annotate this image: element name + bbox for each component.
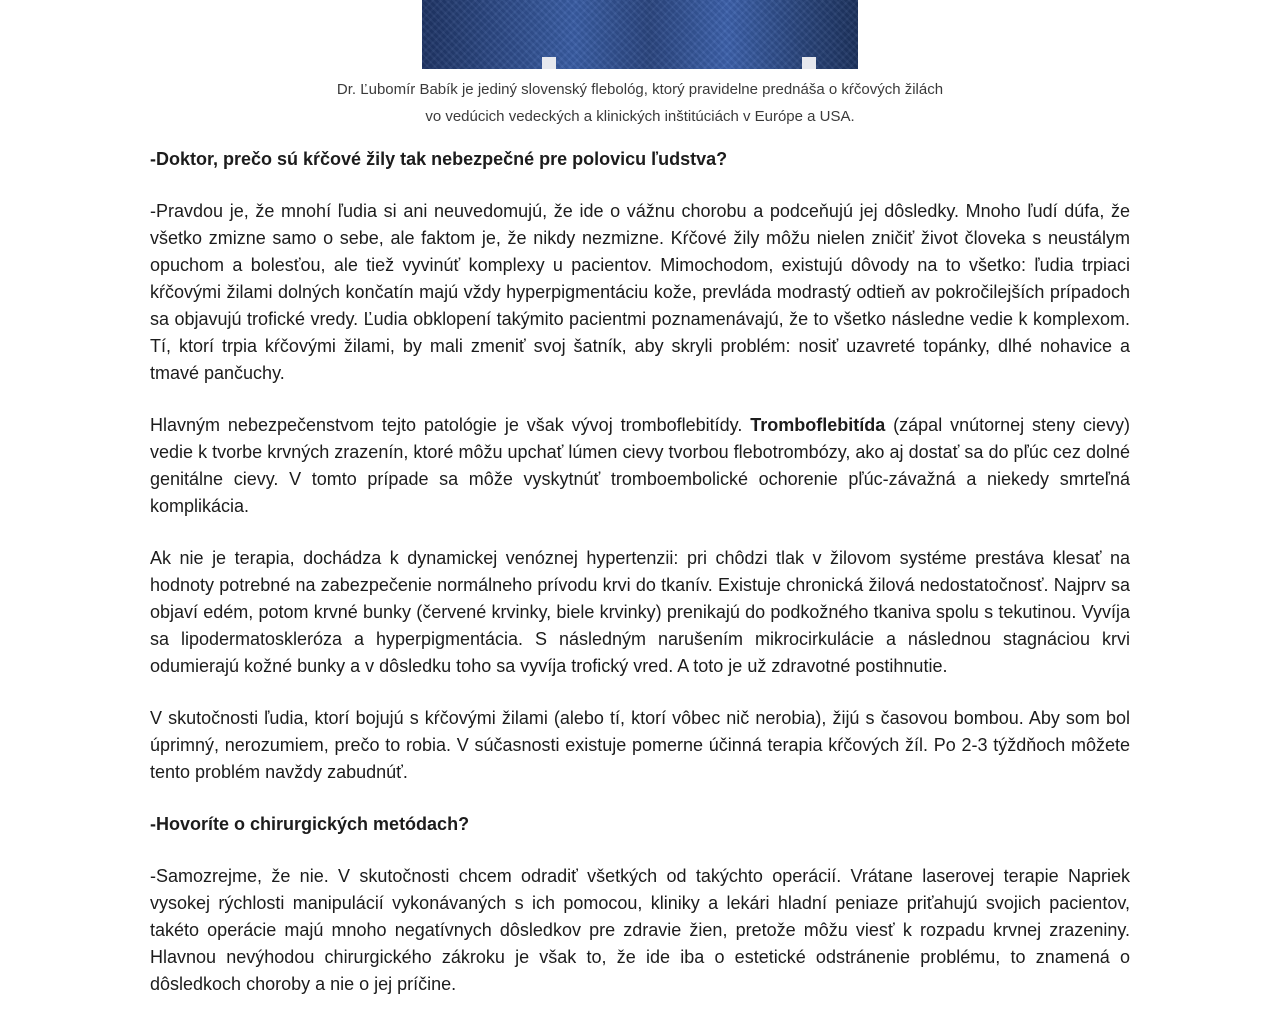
answer-paragraph: Ak nie je terapia, dochádza k dynamickej venóznej hypertenzii: pri chôdzi tlak v žilovom systéme prestáva klesať na hodnoty potrebné na zabezpečenie normálneho prívodu krvi do tkanív. Existuje chronická žilová nedostatočnosť. Najprv sa objaví edém, potom krvné bunky (červené krvinky, biele krvinky) prenikajú do podkožného tkaniva spolu s tekutinou. Vyvíja sa lipodermatoskleróza a hyperpigmentácia. S následným narušením mikrocirkulácie a následnou stagnáciou krvi odumierajú kožné bunky a v dôsledku toho sa vyvíja trofický vred. A toto je už zdravotné postihnutie. — [150, 548, 1130, 676]
caption-line-2: vo vedúcich vedeckých a klinických inštitúciách v Európe a USA. — [425, 108, 855, 125]
question-heading: -Hovoríte o chirurgických metódach? — [150, 814, 470, 834]
article-body — [150, 146, 1130, 1023]
answer-paragraph: -Pravdou je, že mnohí ľudia si ani neuvedomujú, že ide o vážnu chorobu a podceňujú jej dôsledky. Mnoho ľudí dúfa, že všetko zmizne samo o sebe, ale faktom je, že nikdy nezmizne. Kŕčové žily môžu nielen zničiť život človeka s neustálym opuchom a bolesťou, ale tiež vyvinúť komplexy u pacientov. Mimochodom, existujú dôvody na to všetko: ľudia trpiaci kŕčovými žilami dolných končatín majú vždy hyperpigmentáciu kože, prevláda modrastý odtieň av pokročilejších prípadoch sa objavujú trofické vredy. Ľudia obklopení takýmito pacientmi poznamenávajú, že to všetko následne vedie k komplexom. Tí, ktorí trpia kŕčovými žilami, by mali zmeniť svoj šatník, aby skryli problém: nosiť uzavreté topánky, dlhé nohavice a tmavé pančuchy. — [150, 201, 1130, 383]
caption-line-1: Dr. Ľubomír Babík je jediný slovenský flebológ, ktorý pravidelne prednáša o kŕčových žilách — [336, 81, 944, 98]
bold-term: Tromboflebitída — [750, 415, 886, 435]
shirt-cuff — [542, 57, 556, 69]
photo-caption — [150, 76, 1130, 130]
paragraph-text: Hlavným nebezpečenstvom tejto patológie je však vývoj tromboflebitídy. — [150, 415, 751, 435]
shirt-cuff — [802, 57, 816, 69]
answer-paragraph: -Samozrejme, že nie. V skutočnosti chcem odradiť všetkých od takýchto operácií. Vrátane laserovej terapie Napriek vysokej rýchlosti manipulácií vykonávaných s ich pomocou, kliniky a lekári hladní peniaze priťahujú svojich pacientov, takéto operácie majú mnoho negatívnych dôsledkov pre zdravie žien, pretože môžu viesť k rozpadu krvnej zrazeniny. Hlavnou nevýhodou chirurgického zákroku je však to, že ide iba o estetické odstránenie problému, to znamená o dôsledkoch choroby a nie o jej príčine. — [150, 866, 1130, 994]
answer-paragraph — [150, 412, 1130, 520]
answer-paragraph: V skutočnosti ľudia, ktorí bojujú s kŕčovými žilami (alebo tí, ktorí vôbec nič nerobia), žijú s časovou bombou. Aby som bol úprimný, nerozumiem, prečo to robia. V súčasnosti existuje pomerne účinná terapia kŕčových žíl. Po 2-3 týždňoch môžete tento problém navždy zabudnúť. — [150, 708, 1130, 782]
paragraph-text: (zápal vnútornej steny cievy) vedie k tvorbe krvných zrazenín, ktoré môžu upchať lúmen cievy tvorbou flebotrombózy, ako aj dostať sa do pľúc cez dolné genitálne cievy. V tomto prípade sa môže vyskytnúť tromboembolické ochorenie pľúc-závažná a niekedy smrteľná komplikácia. — [150, 415, 1130, 516]
question-heading: -Doktor, prečo sú kŕčové žily tak nebezpečné pre polovicu ľudstva? — [150, 149, 728, 169]
doctor-photo — [422, 0, 858, 69]
